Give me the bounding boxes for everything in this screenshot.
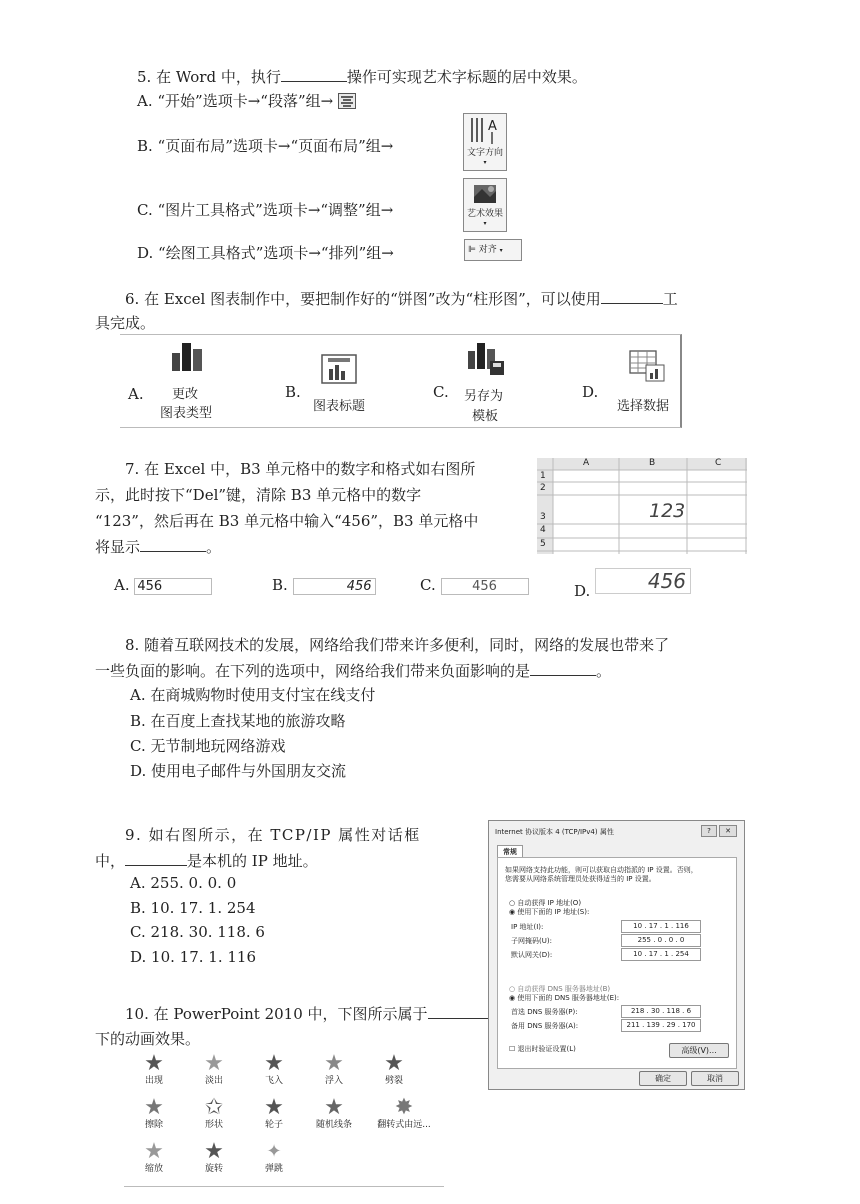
q8-option-a: A. 在商城购物时使用支付宝在线支付 — [130, 686, 376, 704]
q5-option-a — [137, 90, 356, 111]
q6-option-a-line1: 更改 — [172, 387, 199, 402]
q8-line1: 8. 随着互联网技术的发展，网络给我们带来许多便利，同时，网络的发展也带来了 — [125, 636, 670, 654]
effect-float-in[interactable] — [304, 1052, 364, 1087]
dns1-field[interactable]: 218 . 30 . 118 . 6 — [621, 1005, 701, 1018]
q6-options-strip — [120, 334, 682, 428]
effect-label: 形状 — [204, 1120, 223, 1130]
ip-label: IP 地址(I): — [511, 923, 544, 931]
star-icon: ★ — [324, 1051, 344, 1076]
q5-option-a-text: A. “开始”选项卡→“段落”组→ — [137, 92, 334, 110]
star-icon: ★ — [324, 1095, 344, 1120]
q6-stem-line2: 具完成。 — [95, 314, 156, 332]
align-label: 对齐 — [478, 245, 497, 255]
dialog-desc-line1: 如果网络支持此功能，则可以获取自动指派的 IP 设置。否则， — [505, 866, 698, 874]
q5-blank — [281, 67, 347, 82]
star-icon: ★ — [384, 1051, 404, 1076]
radio-auto-ip-label: 自动获得 IP 地址(O) — [517, 899, 582, 907]
star-icon: ★ — [144, 1051, 164, 1076]
radio-auto-dns[interactable]: ○ 自动获得 DNS 服务器地址(B) — [509, 985, 611, 993]
mask-field[interactable]: 255 . 0 . 0 . 0 — [621, 934, 701, 947]
dialog-title: Internet 协议版本 4 (TCP/IPv4) 属性 — [495, 828, 614, 836]
q6-blank — [601, 289, 663, 304]
ip-field[interactable]: 10 . 17 . 1 . 116 — [621, 920, 701, 933]
validate-checkbox-label: 退出时验证设置(L) — [517, 1045, 576, 1053]
effect-label: 缩放 — [144, 1164, 163, 1174]
q7-option-b-value: 456 — [293, 578, 376, 595]
text-direction-label: 文字方向 — [466, 148, 503, 158]
star-icon: ★ — [204, 1139, 224, 1164]
q7-line4 — [95, 536, 221, 557]
effect-label: 随机线条 — [315, 1120, 352, 1130]
grid-row-1: 1 — [540, 471, 546, 481]
q6-option-c-line2: 模板 — [472, 409, 499, 424]
effect-label: 淡出 — [204, 1076, 223, 1086]
effect-label: 劈裂 — [384, 1076, 403, 1086]
tcpip-dialog — [488, 820, 745, 1090]
align-button-icon — [464, 239, 522, 261]
star-icon: ★ — [204, 1051, 224, 1076]
mask-label: 子网掩码(U): — [511, 937, 552, 945]
dialog-panel — [497, 857, 737, 1069]
grid-row-2: 2 — [540, 483, 546, 493]
q5-option-b-text: B. “页面布局”选项卡→“页面布局”组→ — [137, 137, 394, 155]
text-direction-icon — [463, 113, 507, 171]
q7-options-strip — [100, 562, 700, 600]
q8-line2-prefix: 一些负面的影响。在下列的选项中，网络给我们带来负面影响的是 — [95, 662, 531, 680]
q7-option-c — [420, 576, 529, 595]
change-chart-type-icon — [168, 339, 208, 377]
dns2-field[interactable]: 211 . 139 . 29 . 170 — [621, 1019, 701, 1032]
dns2-label: 备用 DNS 服务器(A): — [511, 1022, 579, 1030]
effect-label: 翻转式由远... — [377, 1120, 431, 1130]
dialog-desc-line2: 您需要从网络系统管理员处获得适当的 IP 设置。 — [505, 875, 656, 883]
radio-auto-dns-label: 自动获得 DNS 服务器地址(B) — [517, 985, 611, 993]
q6-option-b-letter: B. — [285, 383, 301, 401]
q7-option-c-letter: C. — [420, 576, 436, 594]
effect-grow-turn[interactable] — [364, 1096, 444, 1131]
radio-manual-ip-label: 使用下面的 IP 地址(S): — [517, 908, 590, 916]
q8-option-b: B. 在百度上查找某地的旅游攻略 — [130, 712, 346, 730]
q6-stem-text: 6. 在 Excel 图表制作中，要把制作好的“饼图”改为“柱形图”，可以使用 — [125, 290, 601, 308]
q9-option-c: C. 218. 30. 118. 6 — [130, 923, 265, 941]
q9-line1: 9. 如右图所示，在 TCP/IP 属性对话框 — [125, 826, 421, 844]
q7-line2: 示，此时按下“Del”键，清除 B3 单元格中的数字 — [95, 486, 422, 504]
radio-manual-dns[interactable]: ◉ 使用下面的 DNS 服务器地址(E): — [509, 994, 620, 1002]
dns1-label: 首选 DNS 服务器(P): — [511, 1008, 578, 1016]
effect-wheel[interactable] — [244, 1096, 304, 1131]
q5-stem-suffix: 操作可实现艺术字标题的居中效果。 — [346, 68, 587, 86]
effect-split[interactable] — [364, 1052, 424, 1087]
q7-option-a — [114, 576, 212, 595]
q7-option-a-value: 456 — [134, 578, 212, 595]
advanced-button[interactable]: 高级(V)... — [669, 1043, 729, 1058]
q7-option-d — [574, 568, 691, 600]
grid-col-b: B — [649, 458, 656, 468]
q8-option-c: C. 无节制地玩网络游戏 — [130, 737, 286, 755]
ok-button[interactable]: 确定 — [639, 1071, 687, 1086]
q6-option-d-line1: 选择数据 — [617, 399, 670, 414]
effect-label: 飞入 — [264, 1076, 283, 1086]
grid-col-a: A — [583, 458, 590, 468]
q5-stem — [137, 66, 587, 87]
q9-line2-prefix: 中， — [95, 852, 126, 870]
gateway-label: 默认网关(D): — [511, 951, 553, 959]
q7-blank — [140, 537, 206, 552]
radio-manual-dns-label: 使用下面的 DNS 服务器地址(E): — [517, 994, 620, 1002]
excel-grid — [537, 458, 747, 554]
q9-option-a: A. 255. 0. 0. 0 — [130, 874, 237, 892]
svg-text:A: A — [488, 119, 497, 134]
q7-option-b-letter: B. — [272, 576, 288, 594]
tab-general[interactable]: 常规 — [497, 845, 523, 858]
q6-stem-line1 — [125, 288, 678, 309]
effect-bounce[interactable] — [244, 1140, 304, 1175]
grid-row-3: 3 — [540, 512, 546, 522]
cancel-button[interactable]: 取消 — [691, 1071, 739, 1086]
q8-blank — [530, 661, 596, 676]
effect-random-bars[interactable] — [304, 1096, 364, 1131]
q6-option-a-letter: A. — [128, 385, 144, 403]
effect-appear[interactable] — [124, 1052, 184, 1087]
q7-option-a-letter: A. — [114, 576, 130, 594]
cell-b3: 123 — [649, 500, 686, 522]
star-small-icon: ✦ — [266, 1141, 282, 1162]
q5-option-d-text: D. “绘图工具格式”选项卡→“排列”组→ — [137, 244, 394, 262]
star-icon: ★ — [264, 1095, 284, 1120]
dropdown-arrow-icon: ▾ — [483, 159, 487, 166]
q5-stem-prefix: 5. 在 Word 中，执行 — [137, 68, 281, 86]
center-align-icon — [338, 93, 356, 109]
align-icon: ⊫ — [468, 245, 476, 255]
close-icon[interactable]: ✕ — [719, 825, 737, 837]
q5-option-d — [137, 242, 394, 263]
effect-wipe[interactable] — [124, 1096, 184, 1131]
q6-option-b-line1: 图表标题 — [313, 399, 366, 414]
grid-row-4: 4 — [540, 525, 546, 535]
q10-line1 — [125, 1003, 488, 1024]
effect-label: 浮入 — [324, 1076, 343, 1086]
q6-option-c-letter: C. — [433, 383, 449, 401]
q5-option-c-text: C. “图片工具格式”选项卡→“调整”组→ — [137, 201, 394, 219]
q7-option-d-letter: D. — [574, 582, 591, 600]
q9-line2-suffix: 是本机的 IP 地址。 — [187, 852, 318, 870]
dropdown-arrow-icon: ▾ — [499, 247, 503, 254]
help-button-icon[interactable]: ? — [701, 825, 717, 837]
q6-option-d-letter: D. — [582, 383, 599, 401]
q6-option-a-line2: 图表类型 — [160, 406, 213, 421]
effect-label: 弹跳 — [264, 1164, 283, 1174]
q9-option-d: D. 10. 17. 1. 116 — [130, 948, 256, 966]
q7-option-c-value: 456 — [441, 578, 529, 595]
star-outline-icon: ✩ — [204, 1095, 224, 1120]
q5-option-c — [137, 199, 393, 220]
effect-label: 旋转 — [204, 1164, 223, 1174]
radio-auto-ip[interactable]: ○ 自动获得 IP 地址(O) — [509, 899, 582, 907]
effect-shape[interactable] — [184, 1096, 244, 1131]
select-data-icon — [628, 349, 666, 387]
q7-option-b — [272, 576, 376, 595]
q8-option-d: D. 使用电子邮件与外国朋友交流 — [130, 762, 347, 780]
q7-line1: 7. 在 Excel 中，B3 单元格中的数字和格式如右图所 — [125, 460, 476, 478]
effect-label: 擦除 — [144, 1120, 163, 1130]
star-icon: ★ — [264, 1051, 284, 1076]
radio-manual-ip[interactable]: ◉ 使用下面的 IP 地址(S): — [509, 908, 590, 916]
grid-row-5: 5 — [540, 539, 546, 549]
q9-blank — [125, 851, 187, 866]
effect-label: 出现 — [144, 1076, 163, 1086]
q9-line2 — [95, 850, 318, 871]
artistic-effects-label: 艺术效果 — [466, 209, 503, 219]
artistic-effects-icon — [463, 178, 507, 232]
q6-stem-tail: 工 — [662, 290, 678, 308]
q10-line2: 下的动画效果。 — [95, 1030, 201, 1048]
effect-label: 轮子 — [264, 1120, 283, 1130]
q7-line3: “123”，然后再在 B3 单元格中输入“456”，B3 单元格中 — [95, 512, 479, 530]
effect-spin[interactable] — [184, 1140, 244, 1175]
q5-option-b — [137, 135, 393, 156]
q8-line2-suffix: 。 — [596, 662, 612, 680]
effect-zoom[interactable] — [124, 1140, 184, 1175]
q8-line2 — [95, 660, 611, 681]
q9-option-b: B. 10. 17. 1. 254 — [130, 899, 256, 917]
star-burst-icon: ✸ — [394, 1095, 414, 1120]
save-as-template-icon — [464, 339, 508, 381]
validate-checkbox[interactable]: ☐ 退出时验证设置(L) — [509, 1045, 576, 1053]
q10-line1-prefix: 10. 在 PowerPoint 2010 中，下图所示属于 — [125, 1005, 428, 1023]
chart-title-icon — [320, 353, 358, 389]
q10-blank — [428, 1004, 488, 1019]
q7-line4-suffix: 。 — [206, 538, 222, 556]
star-icon: ★ — [144, 1139, 164, 1164]
q6-option-c-line1: 另存为 — [464, 389, 504, 404]
grid-col-c: C — [715, 458, 722, 468]
star-icon: ★ — [144, 1095, 164, 1120]
q7-option-d-value: 456 — [595, 568, 691, 594]
effect-fade[interactable] — [184, 1052, 244, 1087]
animation-gallery — [124, 1050, 444, 1187]
dropdown-arrow-icon: ▾ — [483, 220, 487, 227]
effect-fly-in[interactable] — [244, 1052, 304, 1087]
gateway-field[interactable]: 10 . 17 . 1 . 254 — [621, 948, 701, 961]
q7-line4-prefix: 将显示 — [95, 538, 141, 556]
